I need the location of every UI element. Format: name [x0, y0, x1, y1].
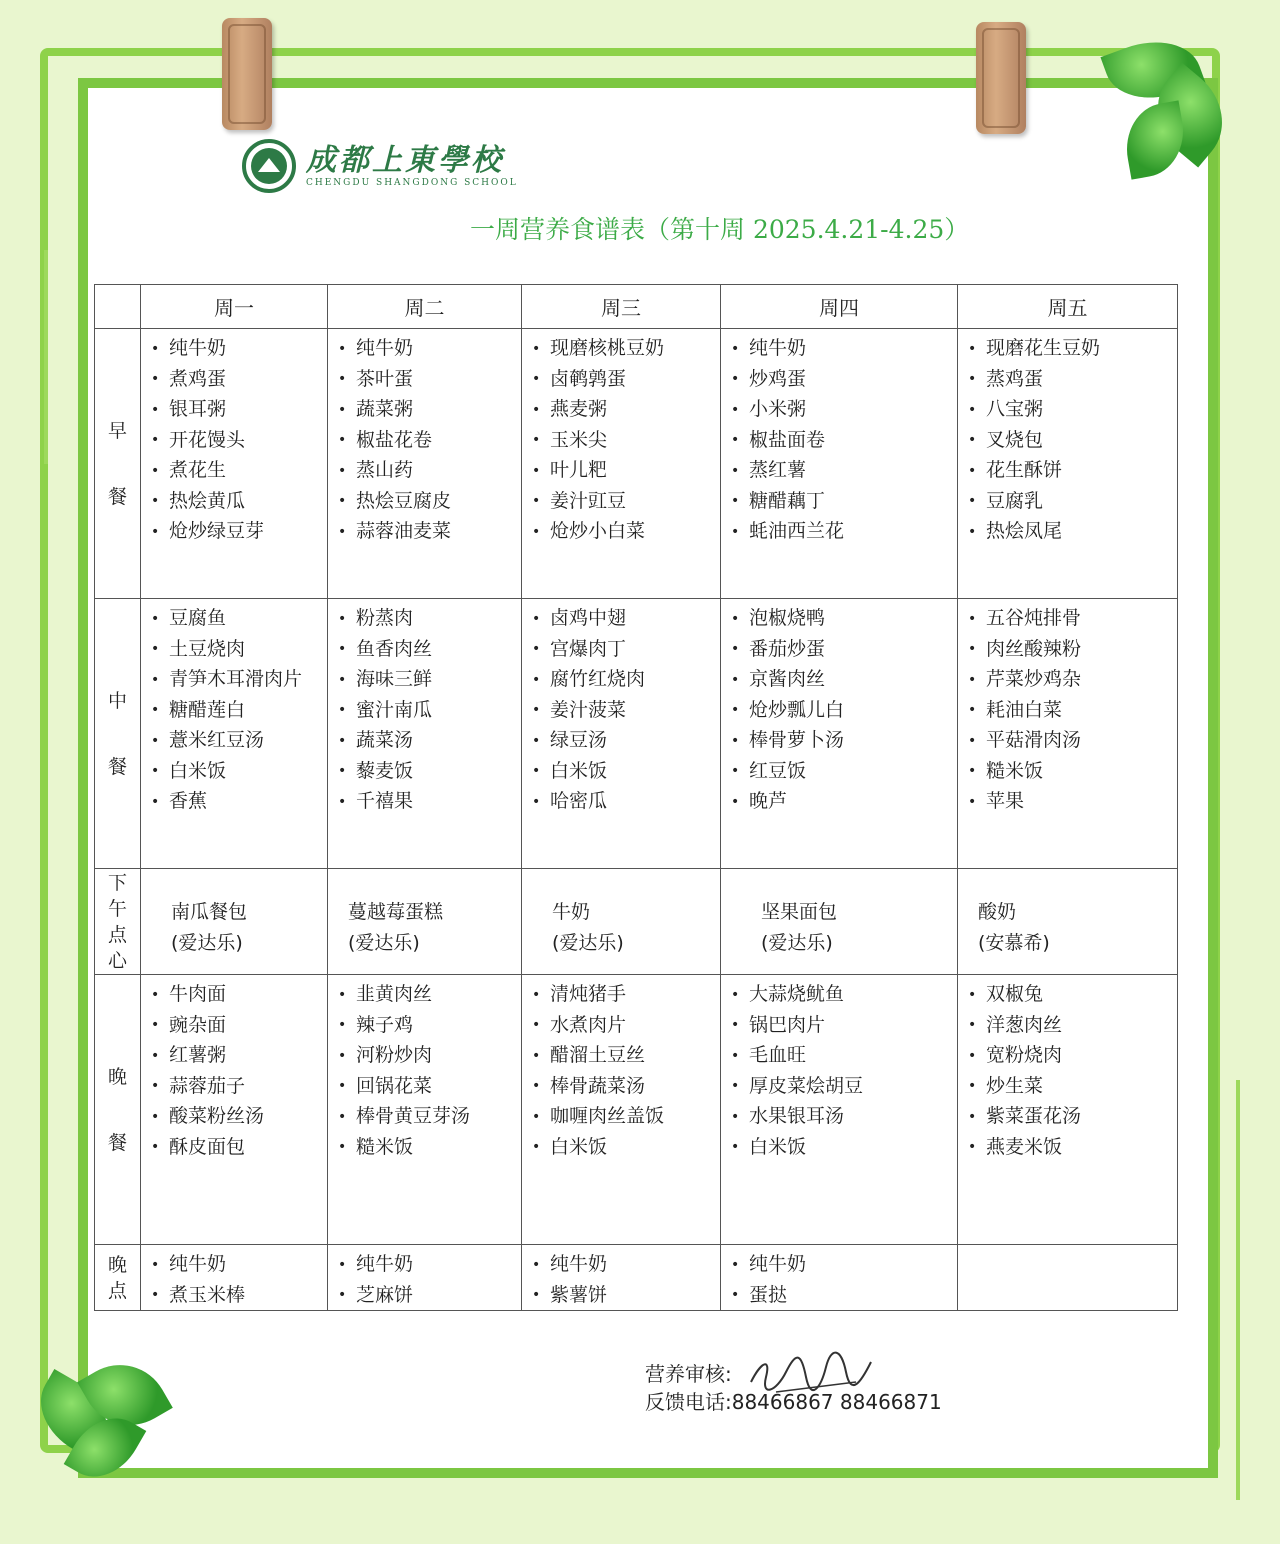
menu-cell — [141, 599, 328, 869]
dish-item: • 平菇滑肉汤 — [968, 725, 1177, 756]
menu-cell — [328, 329, 522, 599]
dish-item: • 芝麻饼 — [338, 1280, 521, 1311]
dish-item: • 纯牛奶 — [151, 333, 327, 364]
dish-item: • 热烩豆腐皮 — [338, 486, 521, 517]
dish-item: • 姜汁豇豆 — [532, 486, 720, 517]
dish-item: • 蚝油西兰花 — [731, 516, 957, 547]
snack-item: (爱达乐) — [761, 932, 833, 954]
day-header: 周五 — [958, 285, 1178, 329]
dish-item: • 现磨核桃豆奶 — [532, 333, 720, 364]
page-title: 一周营养食谱表（第十周 2025.4.21-4.25） — [470, 215, 970, 244]
dish-item: • 炒生菜 — [968, 1071, 1177, 1102]
menu-cell — [522, 975, 721, 1245]
meal-label-char: 心 — [107, 949, 127, 972]
dish-item: • 热烩凤尾 — [968, 516, 1177, 547]
snack-item: (爱达乐) — [171, 932, 243, 954]
dish-item: • 白米饭 — [151, 756, 327, 787]
menu-cell — [958, 599, 1178, 869]
corner-cell — [95, 285, 141, 329]
dish-item: • 叶儿粑 — [532, 455, 720, 486]
dish-item: • 泡椒烧鸭 — [731, 603, 957, 634]
dish-list — [141, 975, 327, 1162]
dish-item: • 炝炒小白菜 — [532, 516, 720, 547]
menu-cell — [721, 869, 958, 975]
dish-list — [721, 329, 957, 547]
dish-item: • 京酱肉丝 — [731, 664, 957, 695]
dish-item: • 蛋挞 — [731, 1280, 957, 1311]
dish-item: • 纯牛奶 — [731, 1249, 957, 1280]
dish-item: • 现磨花生豆奶 — [968, 333, 1177, 364]
dish-item: • 八宝粥 — [968, 394, 1177, 425]
dish-list — [328, 1245, 521, 1310]
dish-item: • 洋葱肉丝 — [968, 1010, 1177, 1041]
dish-item: • 纯牛奶 — [731, 333, 957, 364]
dish-item: • 双椒兔 — [968, 979, 1177, 1010]
night-snack-row — [95, 1245, 1178, 1311]
dish-item: • 豆腐乳 — [968, 486, 1177, 517]
dish-item: • 青笋木耳滑肉片 — [151, 664, 327, 695]
dish-item: • 椒盐面卷 — [731, 425, 957, 456]
dish-item: • 绿豆汤 — [532, 725, 720, 756]
review-label: 营养审核: — [645, 1361, 732, 1386]
dish-item: • 银耳粥 — [151, 394, 327, 425]
menu-cell — [958, 975, 1178, 1245]
dish-item: • 宽粉烧肉 — [968, 1040, 1177, 1071]
dish-item: • 蜜汁南瓜 — [338, 695, 521, 726]
dish-item: • 水煮肉片 — [532, 1010, 720, 1041]
dish-list — [522, 329, 720, 547]
wooden-clip-icon — [976, 22, 1026, 134]
dish-item: • 大蒜烧鱿鱼 — [731, 979, 957, 1010]
dish-item: • 香蕉 — [151, 786, 327, 817]
meal-label-char: 下 — [107, 871, 127, 894]
dish-item: • 耗油白菜 — [968, 695, 1177, 726]
menu-cell — [721, 1245, 958, 1311]
dish-item: • 五谷炖排骨 — [968, 603, 1177, 634]
snack-item: (安慕希) — [978, 932, 1050, 954]
dish-item: • 豆腐鱼 — [151, 603, 327, 634]
dish-item: • 纯牛奶 — [338, 333, 521, 364]
dish-item: • 水果银耳汤 — [731, 1101, 957, 1132]
dish-item: • 豌杂面 — [151, 1010, 327, 1041]
dish-item: • 牛肉面 — [151, 979, 327, 1010]
dish-item: • 糖醋莲白 — [151, 695, 327, 726]
menu-cell — [522, 1245, 721, 1311]
meal-label-char: 早 — [107, 419, 127, 442]
dish-item: • 蒜蓉油麦菜 — [338, 516, 521, 547]
dish-item: • 河粉炒肉 — [338, 1040, 521, 1071]
dish-item: • 燕麦粥 — [532, 394, 720, 425]
wooden-clip-icon — [222, 18, 272, 130]
menu-cell — [328, 869, 522, 975]
dish-list — [958, 975, 1177, 1162]
dish-item: • 蒸红薯 — [731, 455, 957, 486]
meal-label-char: 午 — [107, 897, 127, 920]
dinner-row — [95, 975, 1178, 1245]
dish-item: • 紫菜蛋花汤 — [968, 1101, 1177, 1132]
dish-item: • 纯牛奶 — [532, 1249, 720, 1280]
menu-cell — [721, 975, 958, 1245]
dish-item: • 炝炒绿豆芽 — [151, 516, 327, 547]
dish-item: • 海味三鲜 — [338, 664, 521, 695]
dish-item: • 紫薯饼 — [532, 1280, 720, 1311]
dish-item: • 燕麦米饭 — [968, 1132, 1177, 1163]
snack-item: (爱达乐) — [348, 932, 420, 954]
day-header: 周三 — [522, 285, 721, 329]
day-header: 周四 — [721, 285, 958, 329]
dish-item: • 蒜蓉茄子 — [151, 1071, 327, 1102]
dish-item: • 番茄炒蛋 — [731, 634, 957, 665]
dish-list — [522, 599, 720, 817]
school-logo — [242, 140, 518, 192]
dish-item: • 酥皮面包 — [151, 1132, 327, 1163]
menu-cell — [522, 329, 721, 599]
dish-item: • 白米饭 — [731, 1132, 957, 1163]
meal-label-char: 点 — [107, 1279, 127, 1302]
dish-list — [141, 1245, 327, 1310]
dish-list — [721, 599, 957, 817]
dish-list — [328, 975, 521, 1162]
snack-item: 牛奶 — [552, 901, 591, 923]
meal-label-char: 晚 — [107, 1253, 127, 1276]
school-name: 成都上東學校 — [306, 143, 504, 178]
dish-list — [522, 975, 720, 1162]
dish-item: • 蒸山药 — [338, 455, 521, 486]
dish-item: • 宫爆肉丁 — [532, 634, 720, 665]
meal-label-char: 餐 — [107, 755, 127, 778]
breakfast-row — [95, 329, 1178, 599]
dish-item: • 叉烧包 — [968, 425, 1177, 456]
dish-item: • 清炖猪手 — [532, 979, 720, 1010]
dish-item: • 蔬菜汤 — [338, 725, 521, 756]
dish-item: • 炝炒瓢儿白 — [731, 695, 957, 726]
dish-list — [958, 599, 1177, 817]
dish-item: • 藜麦饭 — [338, 756, 521, 787]
menu-cell — [328, 599, 522, 869]
dish-item: • 棒骨萝卜汤 — [731, 725, 957, 756]
dish-list — [721, 975, 957, 1162]
dish-list — [141, 599, 327, 817]
dish-item: • 卤鸡中翅 — [532, 603, 720, 634]
dish-item: • 薏米红豆汤 — [151, 725, 327, 756]
dish-item: • 姜汁菠菜 — [532, 695, 720, 726]
dish-item: • 醋溜土豆丝 — [532, 1040, 720, 1071]
menu-cell — [958, 869, 1178, 975]
decorative-line — [1236, 1080, 1240, 1500]
dish-item: • 玉米尖 — [532, 425, 720, 456]
meal-label — [95, 1245, 141, 1311]
dish-item: • 糙米饭 — [968, 756, 1177, 787]
meal-label-char: 晚 — [107, 1065, 127, 1088]
dish-item: • 鱼香肉丝 — [338, 634, 521, 665]
dish-item: • 糖醋藕丁 — [731, 486, 957, 517]
afternoon-snack-row — [95, 869, 1178, 975]
dish-item: • 蒸鸡蛋 — [968, 364, 1177, 395]
dish-item: • 纯牛奶 — [338, 1249, 521, 1280]
dish-item: • 煮鸡蛋 — [151, 364, 327, 395]
school-seal-icon — [242, 139, 296, 193]
school-name-en: CHENGDU SHANGDONG SCHOOL — [306, 178, 518, 188]
dish-item: • 红豆饭 — [731, 756, 957, 787]
dish-item: • 辣子鸡 — [338, 1010, 521, 1041]
dish-item: • 糙米饭 — [338, 1132, 521, 1163]
dish-item: • 哈密瓜 — [532, 786, 720, 817]
dish-item: • 酸菜粉丝汤 — [151, 1101, 327, 1132]
dish-item: • 炒鸡蛋 — [731, 364, 957, 395]
menu-cell — [141, 869, 328, 975]
meal-label — [95, 329, 141, 599]
lunch-row — [95, 599, 1178, 869]
dish-item: • 花生酥饼 — [968, 455, 1177, 486]
dish-item: • 开花馒头 — [151, 425, 327, 456]
feedback-phone: 反馈电话:88466867 88466871 — [645, 1390, 942, 1414]
dish-item: • 毛血旺 — [731, 1040, 957, 1071]
dish-item: • 煮花生 — [151, 455, 327, 486]
snack-item: (爱达乐) — [552, 932, 624, 954]
meal-label-char: 餐 — [107, 485, 127, 508]
header-row — [95, 285, 1178, 329]
meal-label-char: 点 — [107, 923, 127, 946]
dish-item: • 茶叶蛋 — [338, 364, 521, 395]
dish-list — [328, 599, 521, 817]
menu-cell — [141, 975, 328, 1245]
snack-item: 蔓越莓蛋糕 — [348, 901, 444, 923]
dish-list — [328, 329, 521, 547]
decorative-line — [44, 250, 48, 464]
meal-label-char: 餐 — [107, 1131, 127, 1154]
menu-cell — [328, 1245, 522, 1311]
menu-cell — [958, 329, 1178, 599]
dish-list — [522, 1245, 720, 1310]
dish-item: • 厚皮菜烩胡豆 — [731, 1071, 957, 1102]
dish-list — [141, 329, 327, 547]
dish-item: • 白米饭 — [532, 756, 720, 787]
dish-item: • 卤鹌鹑蛋 — [532, 364, 720, 395]
dish-list — [958, 329, 1177, 547]
menu-cell — [141, 329, 328, 599]
dish-item: • 芹菜炒鸡杂 — [968, 664, 1177, 695]
dish-item: • 煮玉米棒 — [151, 1280, 327, 1311]
weekly-menu-table — [94, 284, 1178, 1311]
menu-cell — [522, 869, 721, 975]
dish-item: • 咖喱肉丝盖饭 — [532, 1101, 720, 1132]
dish-item: • 蔬菜粥 — [338, 394, 521, 425]
day-header: 周二 — [328, 285, 522, 329]
dish-item: • 小米粥 — [731, 394, 957, 425]
dish-list — [958, 1245, 1177, 1249]
dish-item: • 千禧果 — [338, 786, 521, 817]
menu-cell — [328, 975, 522, 1245]
dish-item: • 椒盐花卷 — [338, 425, 521, 456]
meal-label — [95, 869, 141, 975]
meal-label — [95, 599, 141, 869]
snack-item: 酸奶 — [978, 901, 1017, 923]
dish-item: • 肉丝酸辣粉 — [968, 634, 1177, 665]
dish-item: • 晚芦 — [731, 786, 957, 817]
menu-cell — [721, 599, 958, 869]
menu-cell — [522, 599, 721, 869]
dish-item: • 土豆烧肉 — [151, 634, 327, 665]
meal-label — [95, 975, 141, 1245]
snack-item: 坚果面包 — [761, 901, 838, 923]
menu-cell — [958, 1245, 1178, 1311]
dish-item: • 回锅花菜 — [338, 1071, 521, 1102]
dish-item: • 苹果 — [968, 786, 1177, 817]
dish-item: • 纯牛奶 — [151, 1249, 327, 1280]
dish-item: • 锅巴肉片 — [731, 1010, 957, 1041]
dish-list — [721, 1245, 957, 1310]
snack-item: 南瓜餐包 — [171, 901, 248, 923]
menu-cell — [141, 1245, 328, 1311]
dish-item: • 棒骨黄豆芽汤 — [338, 1101, 521, 1132]
dish-item: • 棒骨蔬菜汤 — [532, 1071, 720, 1102]
dish-item: • 粉蒸肉 — [338, 603, 521, 634]
dish-item: • 热烩黄瓜 — [151, 486, 327, 517]
dish-item: • 白米饭 — [532, 1132, 720, 1163]
day-header: 周一 — [141, 285, 328, 329]
menu-cell — [721, 329, 958, 599]
dish-item: • 红薯粥 — [151, 1040, 327, 1071]
meal-label-char: 中 — [107, 689, 127, 712]
dish-item: • 韭黄肉丝 — [338, 979, 521, 1010]
dish-item: • 腐竹红烧肉 — [532, 664, 720, 695]
